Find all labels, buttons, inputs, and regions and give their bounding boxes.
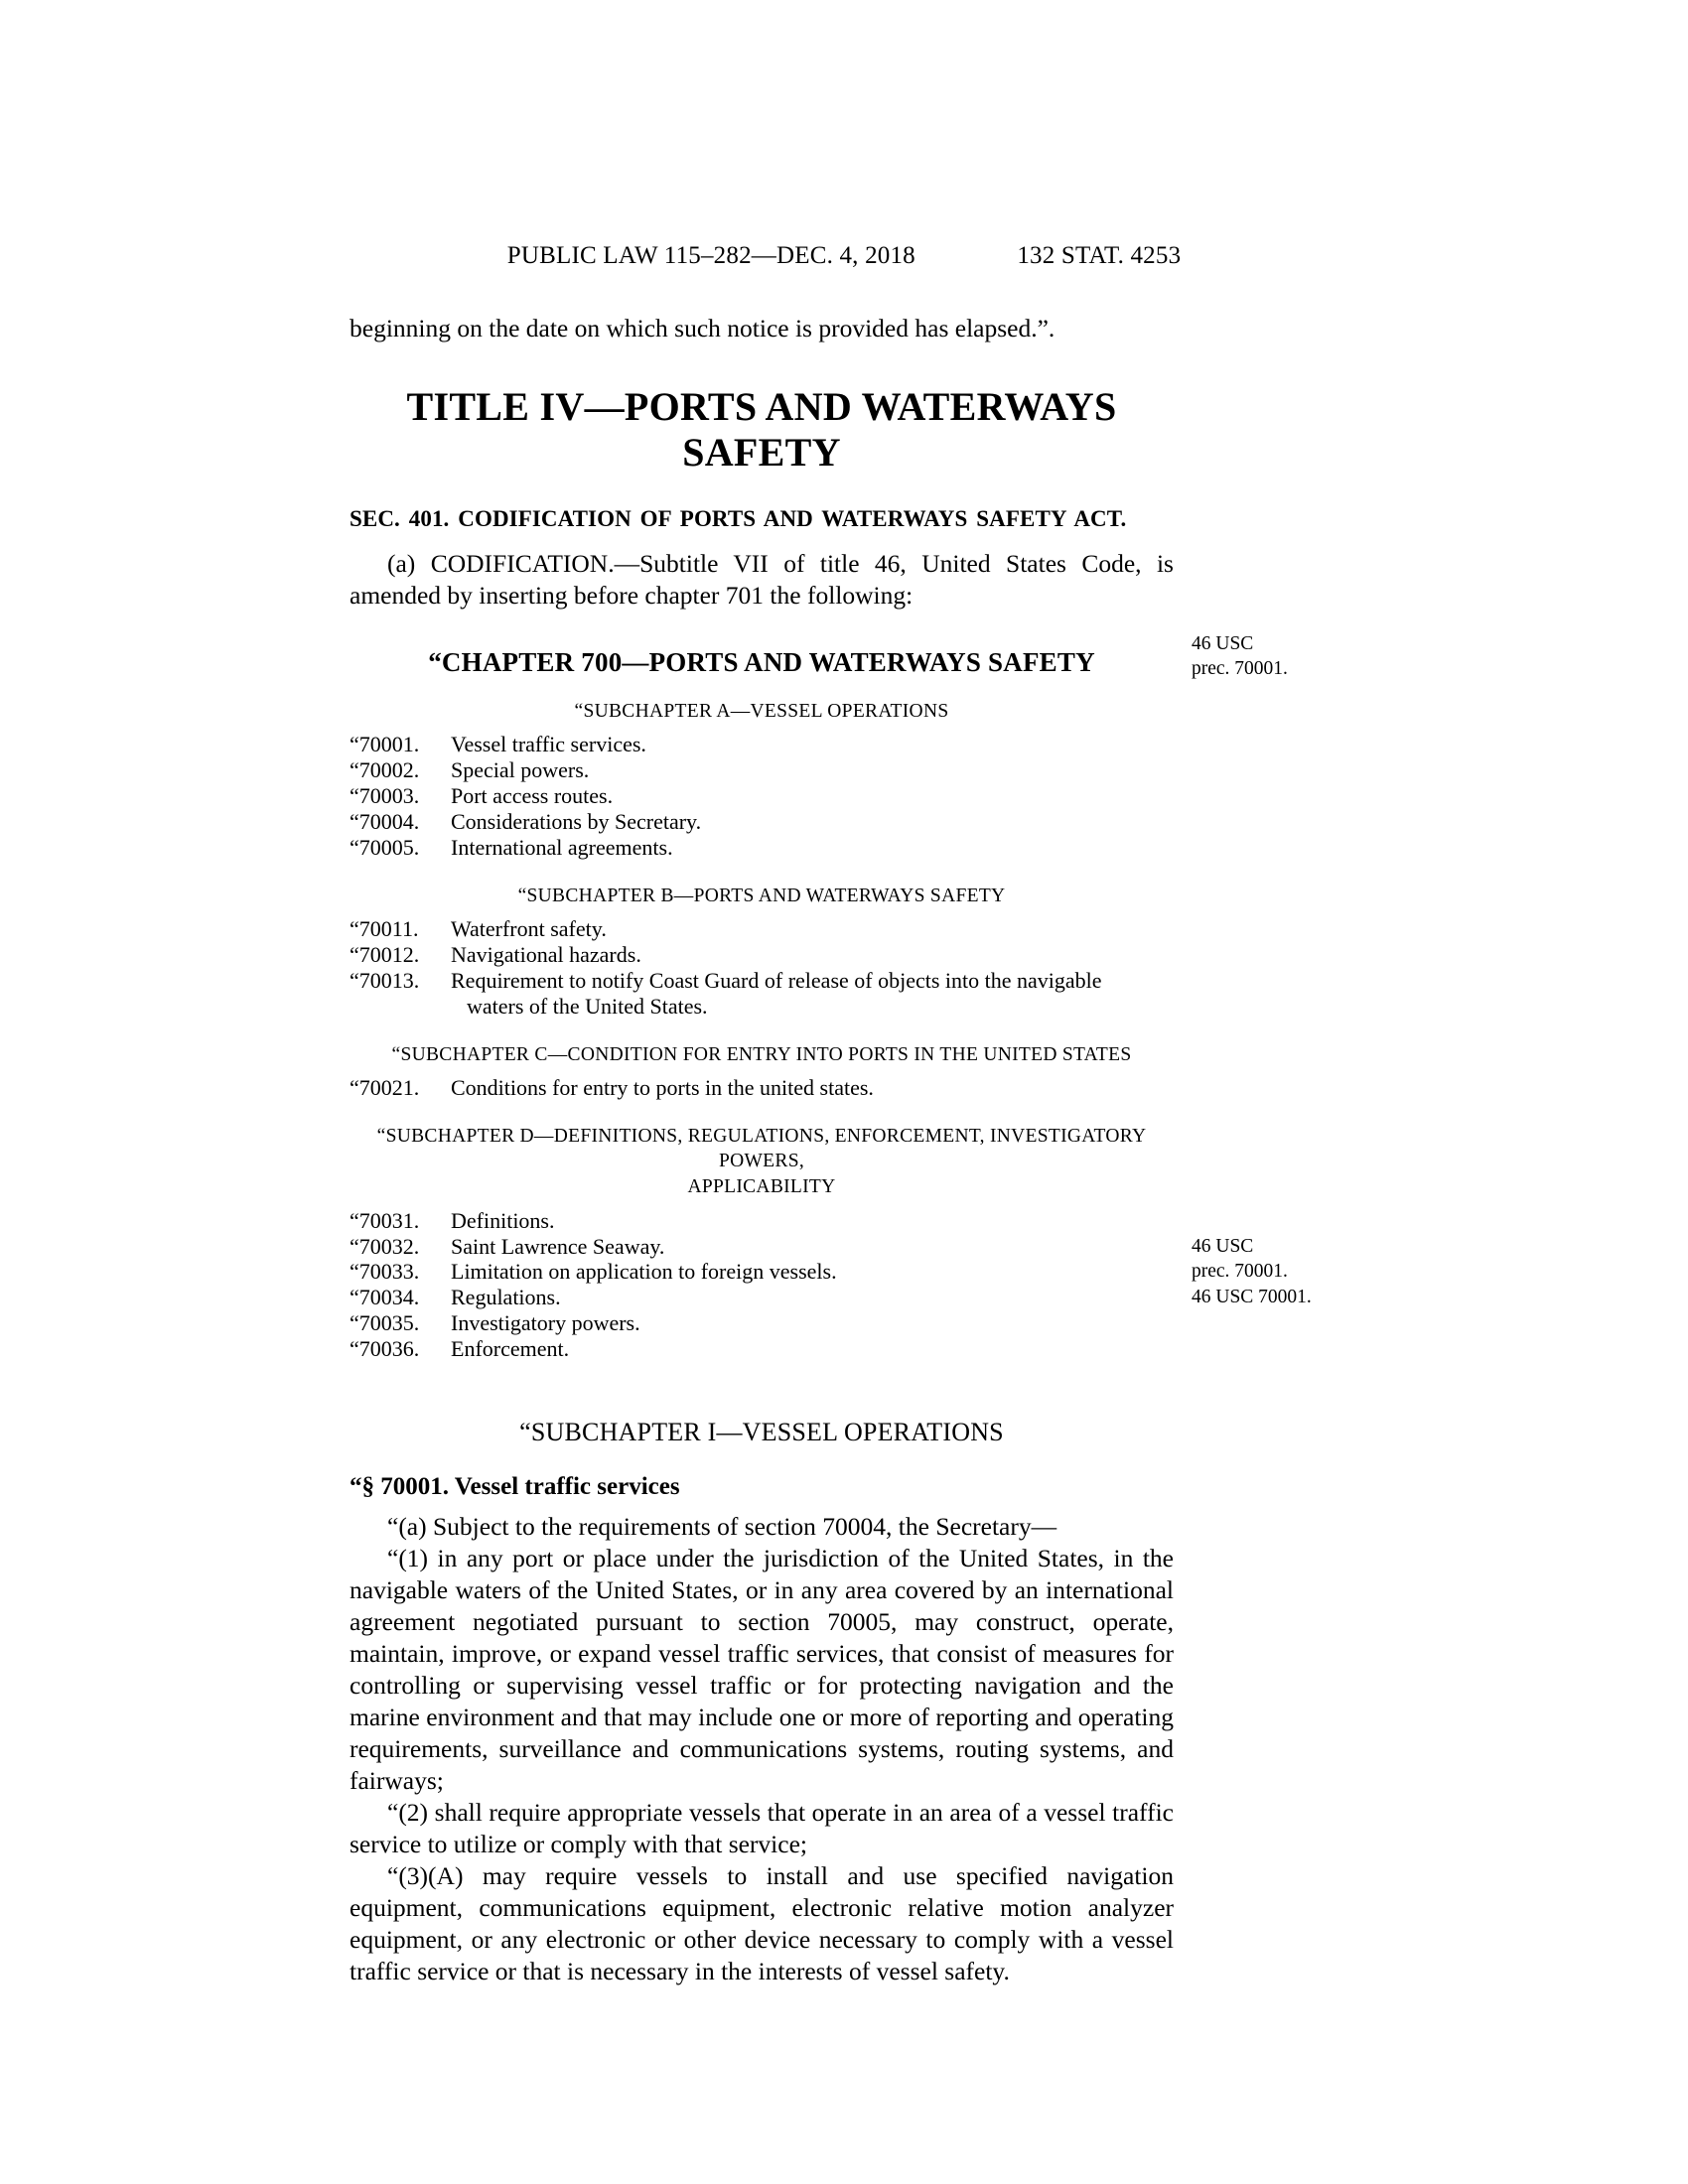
subchapter-b-heading: “SUBCHAPTER B—PORTS AND WATERWAYS SAFETY bbox=[517, 885, 1006, 906]
margin-note-line: 46 USC bbox=[1192, 1236, 1254, 1257]
toc-entry-number: “70033. bbox=[350, 1259, 420, 1285]
toc-entry bbox=[350, 1259, 1174, 1285]
paragraph-1: “(1) in any port or place under the jurisdiction of the United States, in the navigable waters of the United States, or in any area covered by an international agreement negotiated pursuant to section 70005, may construct, operate, maintain, improve, or expand vessel traffic services, that consist of measures for controlling or supervising vessel traffic or for protecting navigation and the marine environment and that may include one or more of reporting and operating requirements, surveillance and communications systems, routing systems, and fairways; bbox=[350, 1544, 1174, 1796]
margin-note-line: 46 USC bbox=[1192, 633, 1254, 654]
running-head bbox=[0, 242, 1688, 270]
toc-entry-text: Requirement to notify Coast Guard of release of objects into the navigable bbox=[451, 968, 1102, 994]
toc-entry-text: Definitions. bbox=[451, 1207, 555, 1233]
page-title-line1: TITLE IV—PORTS AND WATERWAYS bbox=[406, 384, 1117, 429]
running-head-law: PUBLIC LAW 115–282—DEC. 4, 2018 bbox=[506, 242, 915, 269]
toc-entry-number: “70034. bbox=[350, 1285, 420, 1310]
running-head-stat: 132 STAT. 4253 bbox=[1017, 242, 1182, 269]
toc-entry-text: Investigatory powers. bbox=[451, 1310, 640, 1336]
toc-entry-number: “70036. bbox=[350, 1336, 420, 1362]
toc-entry-continuation: waters of the United States. bbox=[467, 994, 708, 1020]
toc-entry-number: “70012. bbox=[350, 942, 420, 968]
toc-entry bbox=[350, 732, 1174, 757]
chapter-heading: “CHAPTER 700—PORTS AND WATERWAYS SAFETY bbox=[428, 646, 1095, 677]
toc-entry-text: Considerations by Secretary. bbox=[451, 809, 702, 835]
subchapter-d-toc bbox=[350, 1208, 1174, 1363]
subchapter-c-heading: “SUBCHAPTER C—CONDITION FOR ENTRY INTO PORTS IN THE UNITED STATES bbox=[391, 1044, 1132, 1066]
toc-entry-number: “70021. bbox=[350, 1075, 420, 1101]
toc-entry-text: Special powers. bbox=[451, 757, 590, 783]
toc-entry-text: Limitation on application to foreign vessels. bbox=[451, 1259, 837, 1285]
toc-entry-text: Navigational hazards. bbox=[451, 942, 641, 968]
margin-note-line: 46 USC 70001. bbox=[1192, 1286, 1312, 1307]
toc-entry-text: Regulations. bbox=[451, 1285, 561, 1310]
toc-entry-number: “70013. bbox=[350, 968, 420, 994]
margin-note-section bbox=[1192, 1234, 1312, 1309]
subchapter-a-toc bbox=[350, 732, 1174, 861]
subchapter-a-heading: “SUBCHAPTER A—VESSEL OPERATIONS bbox=[574, 700, 949, 722]
toc-entry-number: “70001. bbox=[350, 732, 420, 757]
toc-entry-text: Enforcement. bbox=[451, 1336, 570, 1362]
toc-entry-number: “70005. bbox=[350, 834, 420, 860]
toc-entry bbox=[350, 1336, 1174, 1362]
subchapter-b-toc bbox=[350, 916, 1174, 1020]
toc-entry bbox=[350, 835, 1174, 861]
toc-entry bbox=[350, 1285, 1174, 1310]
subchapter-d-heading bbox=[350, 1125, 1174, 1199]
paragraph-2: “(2) shall require appropriate vessels that operate in an area of a vessel traffic service to utilize or comply with that service; bbox=[350, 1798, 1174, 1859]
page-title-line2: SAFETY bbox=[682, 430, 841, 476]
toc-entry bbox=[350, 1234, 1174, 1260]
margin-note-chapter bbox=[1192, 631, 1288, 682]
continued-paragraph: beginning on the date on which such notice is provided has elapsed.”. bbox=[350, 314, 1055, 342]
subchapter-c-toc bbox=[350, 1075, 1174, 1101]
subsection-a-paragraph: “(a) Subject to the requirements of section 70004, the Secretary— bbox=[387, 1512, 1057, 1542]
toc-entry-text: Waterfront safety. bbox=[451, 916, 607, 942]
subchapter-d-heading-line2: APPLICABILITY bbox=[687, 1176, 836, 1198]
toc-entry-number: “70031. bbox=[350, 1207, 420, 1233]
toc-entry bbox=[350, 757, 1174, 783]
toc-entry-text: Vessel traffic services. bbox=[451, 732, 646, 757]
toc-entry-text: Conditions for entry to ports in the united states. bbox=[451, 1075, 874, 1101]
codification-paragraph: (a) CODIFICATION.—Subtitle VII of title 46, United States Code, is amended by inserting before chapter 701 the following: bbox=[350, 548, 1174, 610]
toc-entry-text: Port access routes. bbox=[451, 783, 614, 809]
section-70001-label: “§ 70001. Vessel traffic services bbox=[350, 1473, 680, 1501]
paragraph-3: “(3)(A) may require vessels to install and use specified navigation equipment, communications equipment, electronic relative motion analyzer equipment, or any electronic or other device necessary to comply with a vessel traffic service or that is necessary in the interests of vessel safety. bbox=[350, 1861, 1174, 1986]
toc-entry bbox=[350, 1310, 1174, 1336]
toc-entry bbox=[350, 783, 1174, 809]
toc-entry bbox=[350, 1208, 1174, 1234]
toc-entry-number: “70035. bbox=[350, 1310, 420, 1336]
toc-entry-number: “70002. bbox=[350, 757, 420, 783]
main-text-column bbox=[350, 313, 1174, 1987]
toc-entry bbox=[350, 942, 1174, 968]
toc-entry bbox=[350, 809, 1174, 835]
toc-entry bbox=[350, 968, 1174, 1020]
margin-note-line: prec. 70001. bbox=[1192, 658, 1288, 680]
section-heading: SEC. 401. CODIFICATION OF PORTS AND WATERWAYS SAFETY ACT. bbox=[350, 505, 1127, 531]
margin-note-line: prec. 70001. bbox=[1192, 1261, 1288, 1283]
subchapter-i-heading: “SUBCHAPTER I—VESSEL OPERATIONS bbox=[519, 1418, 1004, 1447]
subchapter-d-heading-line1: “SUBCHAPTER D—DEFINITIONS, REGULATIONS, ENFORCEMENT, INVESTIGATORY POWERS, bbox=[376, 1126, 1147, 1171]
toc-entry-number: “70004. bbox=[350, 809, 420, 835]
toc-entry-number: “70011. bbox=[350, 916, 419, 942]
toc-entry-number: “70032. bbox=[350, 1233, 420, 1259]
toc-entry-text: Saint Lawrence Seaway. bbox=[451, 1233, 665, 1259]
toc-entry bbox=[350, 1075, 1174, 1101]
toc-entry-number: “70003. bbox=[350, 783, 420, 809]
toc-entry-text: International agreements. bbox=[451, 834, 673, 860]
page-title bbox=[350, 384, 1174, 477]
toc-entry bbox=[350, 916, 1174, 942]
